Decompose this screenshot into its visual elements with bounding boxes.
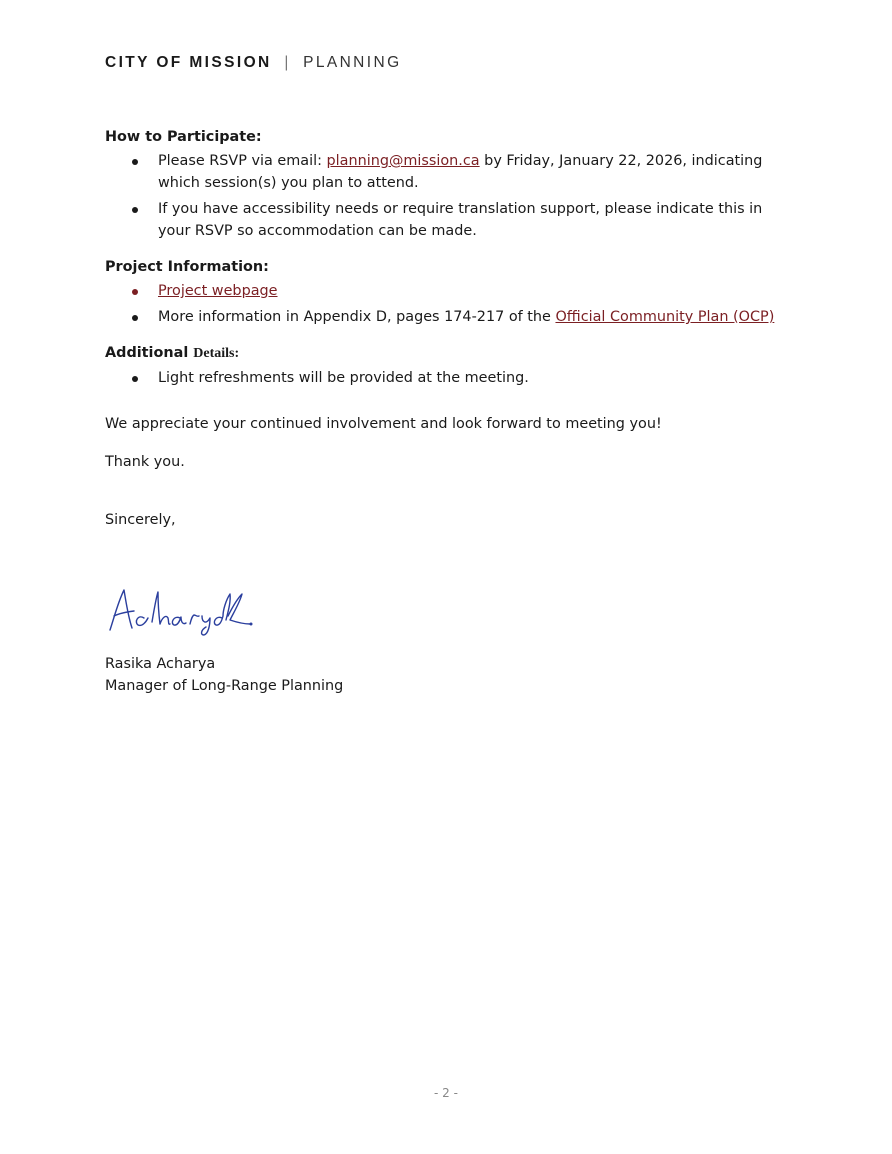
bullet-icon [132,159,138,165]
bullet-icon [132,207,138,213]
rsvp-email-link[interactable]: planning@mission.ca [326,153,480,169]
project-section [105,256,785,328]
additional-heading [105,342,785,365]
project-heading: Project Information: [105,259,269,275]
bullet-icon [132,315,138,321]
handwritten-signature [104,580,254,638]
department-name: PLANNING [303,54,402,71]
additional-section [105,342,785,389]
letterhead-separator: | [284,54,289,71]
appreciation-text: We appreciate your continued involvement and look forward to meeting you! [105,416,662,432]
list-item [105,198,785,242]
signer-block [105,653,343,697]
additional-heading-bold: Additional [105,345,189,361]
participate-list [105,150,785,242]
list-item [105,367,785,389]
letterhead [105,54,402,72]
organization-name: CITY OF MISSION [105,54,272,71]
rsvp-text-after: by Friday, January 22, 2026, indicating which session(s) you plan to attend. [158,153,763,191]
participate-heading: How to Participate: [105,129,262,145]
additional-heading-serif: Details: [193,346,240,361]
list-item [105,306,785,328]
letter-body [105,126,785,547]
list-item [105,150,785,194]
project-list [105,280,785,328]
signer-title: Manager of Long-Range Planning [105,678,344,694]
project-webpage-link[interactable]: Project webpage [158,283,278,299]
bullet-icon [132,376,138,382]
additional-list [105,367,785,389]
refreshments-text: Light refreshments will be provided at the meeting. [158,370,529,386]
sign-off-text: Sincerely, [105,512,176,528]
thanks-text: Thank you. [105,454,185,470]
signer-name: Rasika Acharya [105,656,216,672]
rsvp-text-before: Please RSVP via email: [158,153,327,169]
appendix-text: More information in Appendix D, pages 174-217 of the [158,309,556,325]
bullet-icon [132,289,138,295]
page-number: - 2 - [434,1086,458,1100]
list-item [105,280,785,302]
accessibility-text: If you have accessibility needs or require translation support, please indicate this in your RSVP so accommodation can be made. [158,201,763,239]
participate-section [105,126,785,242]
ocp-link[interactable]: Official Community Plan (OCP) [555,309,775,325]
